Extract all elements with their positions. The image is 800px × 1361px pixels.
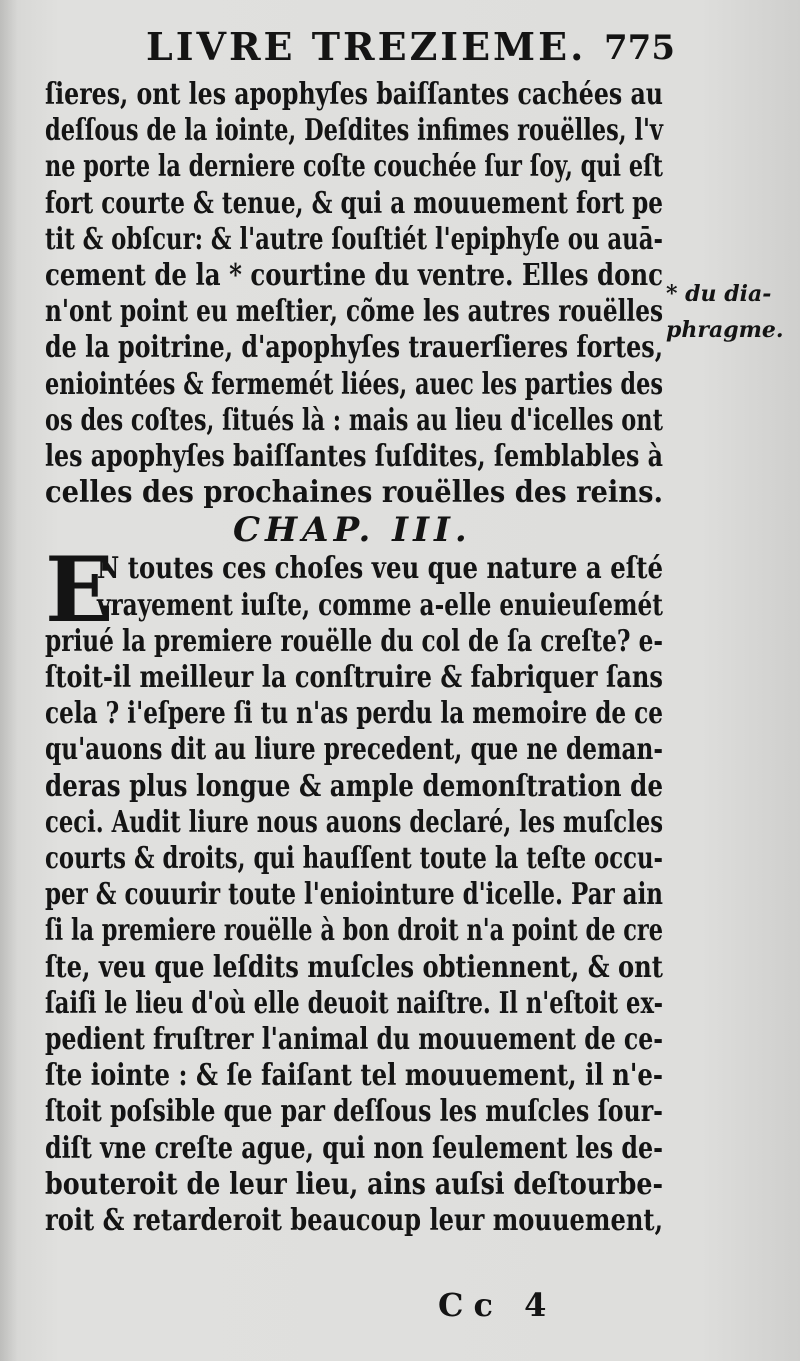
text-line: os des coſtes, ſitués là : mais au lieu d'icelles ont: [45, 401, 663, 437]
page-number: 775: [604, 28, 675, 68]
text-line: ne porte la derniere coſte couchée ſur ſoy, qui eſt: [45, 148, 663, 184]
signature-mark: Cc 4: [438, 1286, 557, 1324]
text-line: priué la premiere rouëlle du col de ſa creſte? e-: [45, 622, 663, 658]
text-line: ceci. Audit liure nous auons declaré, les muſcles: [45, 803, 663, 839]
text-line: vrayement iuſte, comme a-elle enuieuſemét: [97, 586, 663, 622]
text-line: fort courte & tenue, & qui a mouuement fort pe: [45, 184, 663, 220]
marginal-note: [666, 276, 796, 348]
text-line: cement de la * courtine du ventre. Elles donc: [45, 257, 663, 293]
chapter-heading: CHAP. III.: [233, 510, 472, 551]
chapter-body: [45, 537, 663, 1238]
marginal-note-line: * du dia-: [666, 281, 772, 307]
text-line: courts & droits, qui hauſſent toute la teſte occu-: [45, 840, 663, 876]
page-footer: [0, 1282, 800, 1326]
text-line: n'ont point eu meſtier, cõme les autres rouëlles: [45, 293, 663, 329]
running-head: LIVRE TREZIEME.: [146, 24, 587, 69]
text-line: ſtoit poſsible que par deſſous les muſcles ſour-: [45, 1093, 663, 1129]
text-line: celles des prochaines rouëlles des reins.: [45, 474, 663, 510]
text-line: N toutes ces choſes veu que nature a eſté: [97, 550, 663, 586]
text-line: ſieres, ont les apophyſes baiſſantes cachées au: [45, 76, 663, 111]
text-line: cela ? i'eſpere ſi tu n'as perdu la memoire de ce: [45, 695, 663, 731]
marginal-note-line: phragme.: [666, 317, 784, 343]
drop-cap: E: [45, 537, 114, 644]
text-line: ſte iointe : & ſe faiſant tel mouuement, il n'e-: [45, 1057, 663, 1093]
text-line: ſtoit-il meilleur la conſtruire & fabriquer ſans: [45, 659, 663, 695]
text-line: ſaiſi le lieu d'où elle deuoit naiſtre. Il n'eſtoit ex-: [45, 984, 663, 1020]
text-line: ſi la premiere rouëlle à bon droit n'a point de cre: [45, 912, 663, 948]
text-line: per & couurir toute l'eniointure d'icelle. Par ain: [45, 876, 663, 912]
page-header: [0, 22, 800, 76]
text-line: bouteroit de leur lieu, ains auſsi deſtourbe-: [45, 1165, 663, 1201]
text-line: roit & retarderoit beaucoup leur mouuement,: [45, 1202, 663, 1238]
text-line: qu'auons dit au liure precedent, que ne deman-: [45, 731, 663, 767]
text-line: pedient fruſtrer l'animal du mouuement de ce-: [45, 1021, 663, 1057]
text-line: diſt vne creſte ague, qui non ſeulement les de-: [45, 1129, 663, 1165]
text-line: eniointées & fermemét liées, auec les parties des: [45, 365, 663, 401]
text-line: les apophyſes baiſſantes ſuſdites, ſemblables à: [45, 438, 663, 474]
text-line: deſſous de la iointe, Deſdites infimes rouëlles, l'v: [45, 112, 663, 148]
text-line: tit & obſcur: & l'autre ſouſtiét l'epiphyſe ou auā-: [45, 220, 663, 256]
text-line: ſte, veu que leſdits muſcles obtiennent, & ont: [45, 948, 663, 984]
text-line: deras plus longue & ample demonſtration de: [45, 767, 663, 803]
body-text: [45, 76, 663, 1238]
text-line: de la poitrine, d'apophyſes trauerſieres fortes,: [45, 329, 663, 365]
